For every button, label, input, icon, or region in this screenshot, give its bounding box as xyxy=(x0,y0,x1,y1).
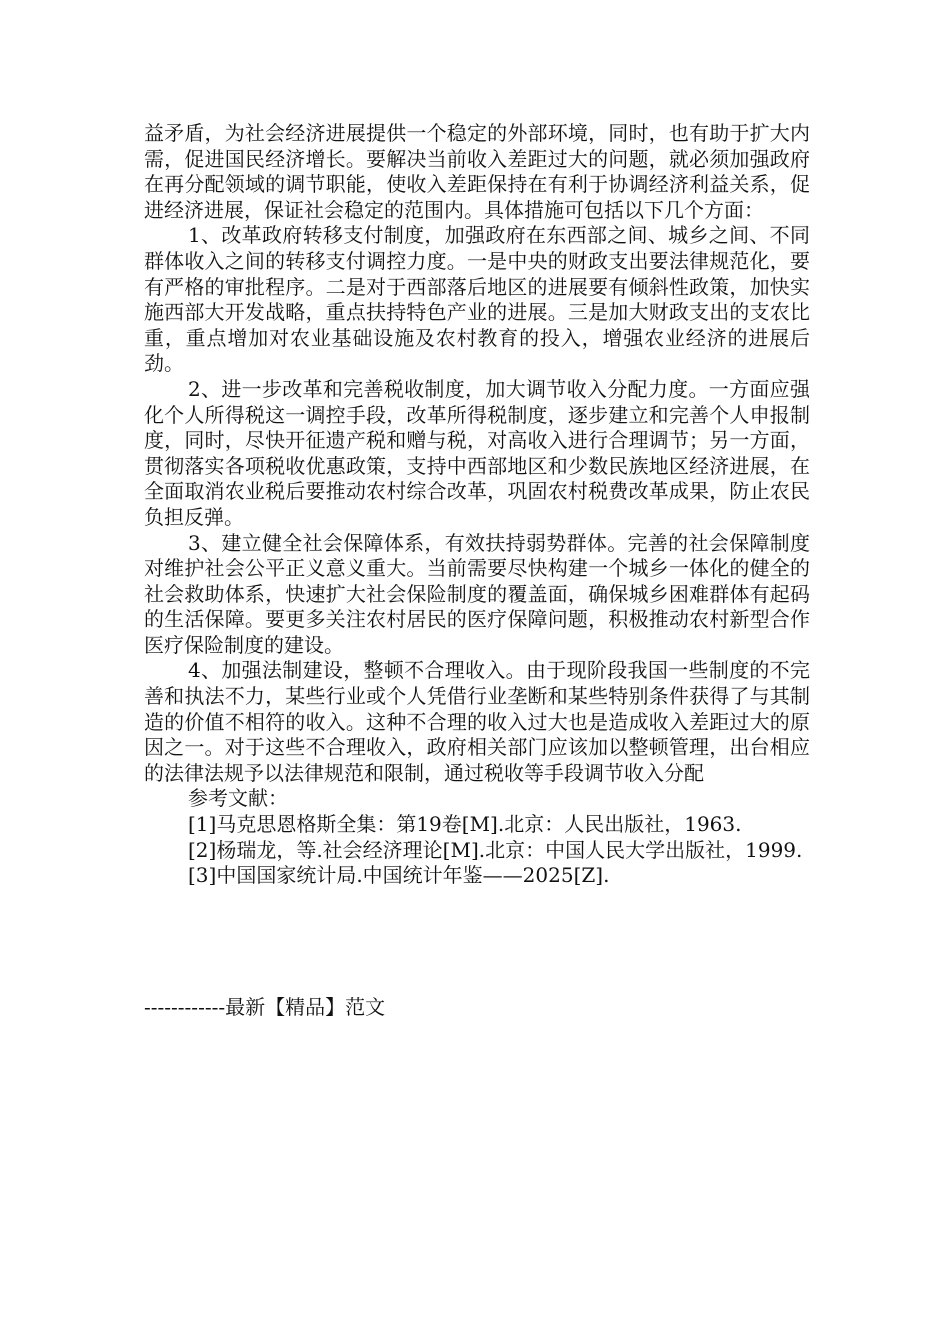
reference-item-1: [1]马克思恩格斯全集：第19卷[M].北京：人民出版社，1963. xyxy=(188,812,742,837)
paragraph-measure-2: 2、进一步改革和完善税收制度，加大调节收入分配力度。一方面应强化个人所得税这一调控手段，改革所得税制度，逐步建立和完善个人申报制度，同时，尽快开征遗产税和赠与税，对高收入进行合理调节；另一方面，贯彻落实各项税收优惠政策，支持中西部地区和少数民族地区经济进展，在全面取消农业税后要推动农村综合改革，巩固农村税费改革成果，防止农民负担反弹。 xyxy=(144,376,810,529)
reference-item-2: [2]杨瑞龙，等.社会经济理论[M].北京：中国人民大学出版社，1999. xyxy=(188,837,803,862)
footer-text: ------------最新【精品】范文 xyxy=(144,995,386,1019)
document-body xyxy=(144,121,810,889)
paragraph-measure-3: 3、建立健全社会保障体系，有效扶持弱势群体。完善的社会保障制度对维护社会公平正义意义重大。当前需要尽快构建一个城乡一体化的健全的社会救助体系，快速扩大社会保险制度的覆盖面，确保城乡困难群体有起码的生活保障。要更多关注农村居民的医疗保障问题，积极推动农村新型合作医疗保险制度的建设。 xyxy=(144,530,810,657)
paragraph-intro: 益矛盾，为社会经济进展提供一个稳定的外部环境，同时，也有助于扩大内需，促进国民经济增长。要解决当前收入差距过大的问题，就必须加强政府在再分配领域的调节职能，使收入差距保持在有利于协调经济利益关系，促进经济进展，保证社会稳定的范围内。具体措施可包括以下几个方面： xyxy=(144,121,810,222)
reference-item-3: [3]中国国家统计局.中国统计年鉴——2025[Z]. xyxy=(188,863,610,888)
paragraph-measure-1: 1、改革政府转移支付制度，加强政府在东西部之间、城乡之间、不同群体收入之间的转移支付调控力度。一是中央的财政支出要法律规范化，要有严格的审批程序。二是对于西部落后地区的进展要有倾斜性政策，加快实施西部大开发战略，重点扶持特色产业的进展。三是加大财政支出的支农比重，重点增加对农业基础设施及农村教育的投入，增强农业经济的进展后劲。 xyxy=(144,223,810,376)
paragraph-measure-4: 4、加强法制建设，整顿不合理收入。由于现阶段我国一些制度的不完善和执法不力，某些行业或个人凭借行业垄断和某些特别条件获得了与其制造的价值不相符的收入。这种不合理的收入过大也是造成收入差距过大的原因之一。对于这些不合理收入，政府相关部门应该加以整顿管理，出台相应的法律法规予以法律规范和限制，通过税收等手段调节收入分配 xyxy=(144,658,810,785)
references-title: 参考文献： xyxy=(188,786,288,811)
